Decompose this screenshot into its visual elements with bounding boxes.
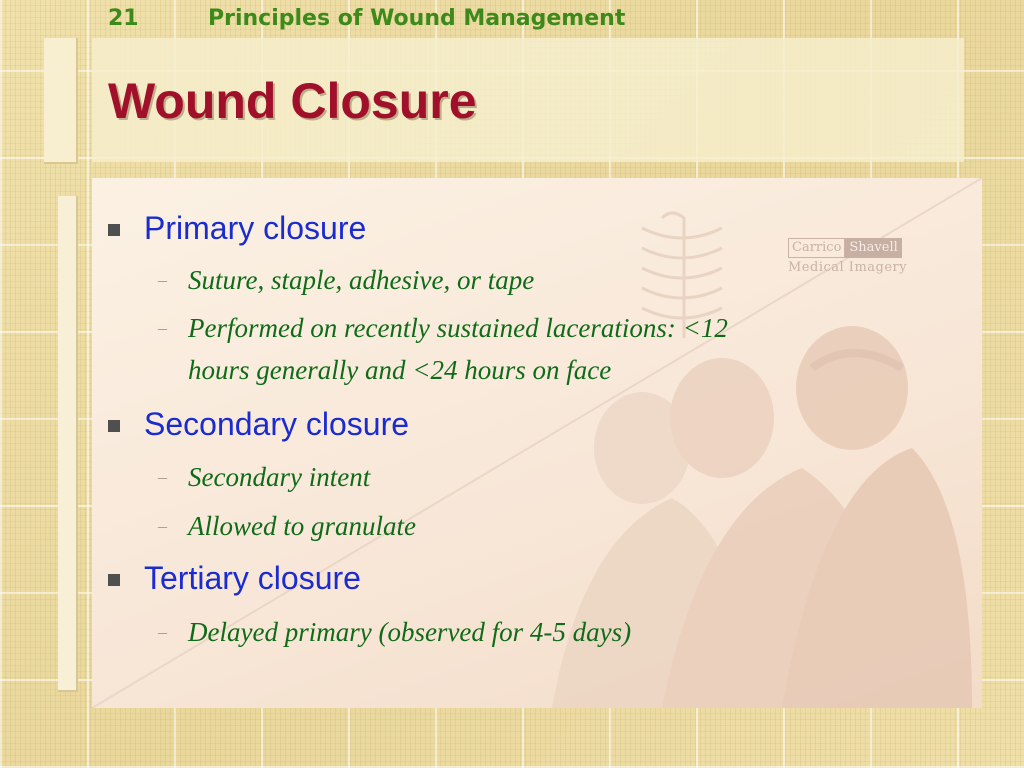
- sub-bullet-continuation: [188, 350, 611, 391]
- sub-bullet-text: Allowed to granulate: [188, 511, 416, 541]
- sub-bullet-text: Performed on recently sustained lacerations: <12: [188, 313, 728, 343]
- square-bullet-icon: [108, 574, 120, 586]
- watermark-logo: [788, 238, 924, 282]
- bullet-label: Tertiary closure: [144, 560, 361, 596]
- sub-bullet: [158, 260, 535, 301]
- square-bullet-icon: [108, 420, 120, 432]
- content-side-bar: [58, 196, 78, 692]
- sub-bullet-text: hours generally and <24 hours on face: [188, 355, 612, 385]
- dash-icon: –: [158, 467, 167, 487]
- sub-bullet-text: Delayed primary (observed for 4-5 days): [188, 617, 632, 647]
- bullet-label: Primary closure: [144, 210, 367, 246]
- sub-bullet: [158, 308, 728, 349]
- slide-title: Wound Closure: [108, 73, 477, 129]
- watermark-text-a: Carrico: [788, 238, 845, 258]
- dash-icon: –: [158, 516, 167, 536]
- dash-icon: –: [158, 318, 167, 338]
- slide-number: 21: [108, 6, 139, 31]
- dash-icon: –: [158, 270, 167, 290]
- sub-bullet: [158, 612, 632, 653]
- bullet-primary-closure: [144, 210, 366, 246]
- sub-bullet: [158, 457, 371, 498]
- sub-bullet: [158, 506, 416, 547]
- slide-subtitle: Principles of Wound Management: [208, 6, 626, 31]
- sub-bullet-text: Suture, staple, adhesive, or tape: [188, 265, 535, 295]
- watermark-text-b: Shavell: [845, 238, 901, 258]
- square-bullet-icon: [108, 224, 120, 236]
- content-panel: [92, 178, 982, 708]
- bullet-secondary-closure: [144, 406, 409, 442]
- watermark-text-line2: Medical Imagery: [788, 260, 908, 275]
- bullet-tertiary-closure: [144, 560, 361, 596]
- title-side-bar: [44, 38, 78, 164]
- sub-bullet-text: Secondary intent: [188, 462, 371, 492]
- dash-icon: –: [158, 622, 167, 642]
- bullet-label: Secondary closure: [144, 406, 410, 442]
